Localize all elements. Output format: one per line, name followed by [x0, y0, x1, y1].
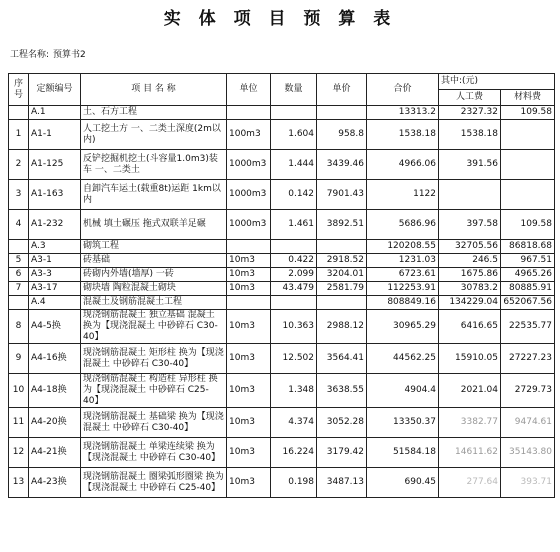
cell-material: 9474.61 [501, 408, 555, 438]
header-unit: 单位 [227, 74, 271, 106]
cell-seq: 5 [9, 254, 29, 268]
cell-qty: 43.479 [271, 282, 317, 296]
table-row [9, 468, 555, 498]
cell-unit: 1000m3 [227, 180, 271, 210]
cell-unit: 10m3 [227, 438, 271, 468]
cell-code: A4-18换 [29, 374, 81, 408]
cell-code: A3-17 [29, 282, 81, 296]
cell-code: A4-16换 [29, 344, 81, 374]
cell-labor: 2327.32 [439, 106, 501, 120]
page-title: 实 体 项 目 预 算 表 [163, 9, 397, 29]
cell-labor: 246.5 [439, 254, 501, 268]
cell-name: 现浇钢筋混凝土 构造柱 异形柱 换为【现浇混凝土 中砂碎石 C25-40】 [81, 374, 227, 408]
header-price: 单价 [317, 74, 367, 106]
cell-total: 51584.18 [367, 438, 439, 468]
table-row [9, 310, 555, 344]
cell-labor: 3382.77 [439, 408, 501, 438]
table-row [9, 210, 555, 240]
cell-name: 砖砌内外墙(墙厚) 一砖 [81, 268, 227, 282]
cell-seq: 3 [9, 180, 29, 210]
cell-labor: 277.64 [439, 468, 501, 498]
cell-code: A1-125 [29, 150, 81, 180]
cell-qty: 4.374 [271, 408, 317, 438]
cell-name: 现浇钢筋混凝土 圈梁弧形圈梁 换为【现浇混凝土 中砂碎石 C25-40】 [81, 468, 227, 498]
table-row [9, 240, 555, 254]
cell-qty [271, 240, 317, 254]
cell-price: 7901.43 [317, 180, 367, 210]
header-material: 材料费 [501, 90, 555, 106]
cell-price [317, 106, 367, 120]
cell-code: A4-23换 [29, 468, 81, 498]
header-seq: 序号 [9, 74, 29, 106]
cell-labor: 2021.04 [439, 374, 501, 408]
cell-code: A1-232 [29, 210, 81, 240]
cell-labor: 1538.18 [439, 120, 501, 150]
budget-table [8, 73, 555, 498]
table-row [9, 438, 555, 468]
cell-qty: 0.142 [271, 180, 317, 210]
cell-name: 现浇钢筋混凝土 单梁连续梁 换为【现浇混凝土 中砂碎石 C30-40】 [81, 438, 227, 468]
cell-code: A.1 [29, 106, 81, 120]
cell-unit: 10m3 [227, 254, 271, 268]
cell-qty: 0.198 [271, 468, 317, 498]
cell-material: 22535.77 [501, 310, 555, 344]
cell-total: 13350.37 [367, 408, 439, 438]
table-row [9, 374, 555, 408]
cell-seq: 1 [9, 120, 29, 150]
cell-name: 砌筑工程 [81, 240, 227, 254]
header-code: 定额编号 [29, 74, 81, 106]
cell-material: 393.71 [501, 468, 555, 498]
cell-name: 现浇钢筋混凝土 基础梁 换为【现浇混凝土 中砂碎石 C30-40】 [81, 408, 227, 438]
cell-code: A3-1 [29, 254, 81, 268]
cell-total: 690.45 [367, 468, 439, 498]
cell-labor: 391.56 [439, 150, 501, 180]
cell-qty: 1.348 [271, 374, 317, 408]
cell-code: A4-5换 [29, 310, 81, 344]
cell-code: A4-21换 [29, 438, 81, 468]
cell-labor [439, 180, 501, 210]
cell-name: 混凝土及钢筋混凝土工程 [81, 296, 227, 310]
cell-labor: 14611.62 [439, 438, 501, 468]
table-row [9, 180, 555, 210]
header-qty: 数量 [271, 74, 317, 106]
table-row [9, 344, 555, 374]
project-name [10, 47, 90, 60]
cell-unit: 10m3 [227, 310, 271, 344]
cell-material: 2729.73 [501, 374, 555, 408]
cell-price: 3052.28 [317, 408, 367, 438]
table-row [9, 296, 555, 310]
cell-name: 砌块墙 陶粒混凝土砌块 [81, 282, 227, 296]
cell-seq: 8 [9, 310, 29, 344]
cell-total: 808849.16 [367, 296, 439, 310]
cell-seq [9, 296, 29, 310]
cell-name: 自卸汽车运土(载重8t)运距 1km以内 [81, 180, 227, 210]
cell-total: 6723.61 [367, 268, 439, 282]
cell-qty: 10.363 [271, 310, 317, 344]
cell-code: A.4 [29, 296, 81, 310]
cell-name: 砖基础 [81, 254, 227, 268]
cell-material: 35143.80 [501, 438, 555, 468]
cell-unit: 10m3 [227, 468, 271, 498]
cell-code: A.3 [29, 240, 81, 254]
cell-name: 土、石方工程 [81, 106, 227, 120]
cell-total: 120208.55 [367, 240, 439, 254]
table-row [9, 408, 555, 438]
table-row [9, 282, 555, 296]
cell-labor: 32705.56 [439, 240, 501, 254]
cell-labor: 397.58 [439, 210, 501, 240]
cell-code: A4-20换 [29, 408, 81, 438]
cell-material: 86818.68 [501, 240, 555, 254]
cell-labor: 1675.86 [439, 268, 501, 282]
cell-unit: 10m3 [227, 374, 271, 408]
cell-total: 30965.29 [367, 310, 439, 344]
cell-unit: 1000m3 [227, 150, 271, 180]
cell-code: A1-1 [29, 120, 81, 150]
cell-price: 2581.79 [317, 282, 367, 296]
cell-price: 3439.46 [317, 150, 367, 180]
cell-qty: 0.422 [271, 254, 317, 268]
cell-price [317, 240, 367, 254]
cell-name: 现浇钢筋混凝土 独立基础 混凝土 换为【现浇混凝土 中砂碎石 C30-40】 [81, 310, 227, 344]
cell-unit: 10m3 [227, 268, 271, 282]
cell-total: 5686.96 [367, 210, 439, 240]
cell-price: 3179.42 [317, 438, 367, 468]
cell-seq: 7 [9, 282, 29, 296]
cell-qty: 1.604 [271, 120, 317, 150]
cell-total: 1122 [367, 180, 439, 210]
cell-unit [227, 106, 271, 120]
header-name: 项 目 名 称 [81, 74, 227, 106]
cell-unit [227, 296, 271, 310]
cell-price: 3638.55 [317, 374, 367, 408]
cell-material: 109.58 [501, 210, 555, 240]
cell-material: 80885.91 [501, 282, 555, 296]
table-row [9, 106, 555, 120]
cell-material: 109.58 [501, 106, 555, 120]
cell-seq: 10 [9, 374, 29, 408]
cell-name: 现浇钢筋混凝土 矩形柱 换为【现浇混凝土 中砂碎石 C30-40】 [81, 344, 227, 374]
header-labor: 人工费 [439, 90, 501, 106]
cell-unit: 10m3 [227, 282, 271, 296]
cell-price: 3204.01 [317, 268, 367, 282]
table-row [9, 150, 555, 180]
cell-total: 112253.91 [367, 282, 439, 296]
cell-seq: 6 [9, 268, 29, 282]
cell-unit: 1000m3 [227, 210, 271, 240]
cell-material [501, 120, 555, 150]
cell-price: 3487.13 [317, 468, 367, 498]
cell-labor: 15910.05 [439, 344, 501, 374]
cell-labor: 134229.04 [439, 296, 501, 310]
cell-material: 27227.23 [501, 344, 555, 374]
cell-unit: 10m3 [227, 408, 271, 438]
cell-qty: 2.099 [271, 268, 317, 282]
cell-price: 958.8 [317, 120, 367, 150]
header-among: 其中:(元) [439, 74, 555, 90]
cell-qty [271, 106, 317, 120]
cell-seq: 13 [9, 468, 29, 498]
project-name-label: 工程名称: [10, 50, 50, 60]
cell-seq: 4 [9, 210, 29, 240]
cell-price: 3892.51 [317, 210, 367, 240]
cell-labor: 6416.65 [439, 310, 501, 344]
cell-price: 2988.12 [317, 310, 367, 344]
cell-total: 4966.06 [367, 150, 439, 180]
cell-total: 1231.03 [367, 254, 439, 268]
cell-unit: 100m3 [227, 120, 271, 150]
cell-unit [227, 240, 271, 254]
cell-total: 4904.4 [367, 374, 439, 408]
cell-name: 反铲挖掘机挖土(斗容量1.0m3)装车 一、二类土 [81, 150, 227, 180]
table-row [9, 254, 555, 268]
project-name-value: 预算书2 [53, 50, 86, 60]
cell-material [501, 150, 555, 180]
cell-material: 967.51 [501, 254, 555, 268]
cell-material: 652067.56 [501, 296, 555, 310]
cell-name: 机械 填土碾压 拖式双联羊足碾 [81, 210, 227, 240]
cell-qty: 1.444 [271, 150, 317, 180]
cell-material [501, 180, 555, 210]
cell-total: 44562.25 [367, 344, 439, 374]
cell-total: 1538.18 [367, 120, 439, 150]
cell-seq [9, 240, 29, 254]
cell-price: 3564.41 [317, 344, 367, 374]
cell-seq: 11 [9, 408, 29, 438]
cell-qty [271, 296, 317, 310]
cell-qty: 16.224 [271, 438, 317, 468]
cell-labor: 30783.2 [439, 282, 501, 296]
header-total: 合价 [367, 74, 439, 106]
cell-price: 2918.52 [317, 254, 367, 268]
cell-code: A1-163 [29, 180, 81, 210]
cell-price [317, 296, 367, 310]
cell-name: 人工挖土方 一、二类土深度(2m以内) [81, 120, 227, 150]
cell-seq: 9 [9, 344, 29, 374]
cell-seq [9, 106, 29, 120]
cell-seq: 12 [9, 438, 29, 468]
cell-code: A3-3 [29, 268, 81, 282]
cell-unit: 10m3 [227, 344, 271, 374]
table-row [9, 120, 555, 150]
cell-seq: 2 [9, 150, 29, 180]
table-row [9, 268, 555, 282]
cell-qty: 1.461 [271, 210, 317, 240]
cell-qty: 12.502 [271, 344, 317, 374]
cell-material: 4965.26 [501, 268, 555, 282]
cell-total: 13313.2 [367, 106, 439, 120]
